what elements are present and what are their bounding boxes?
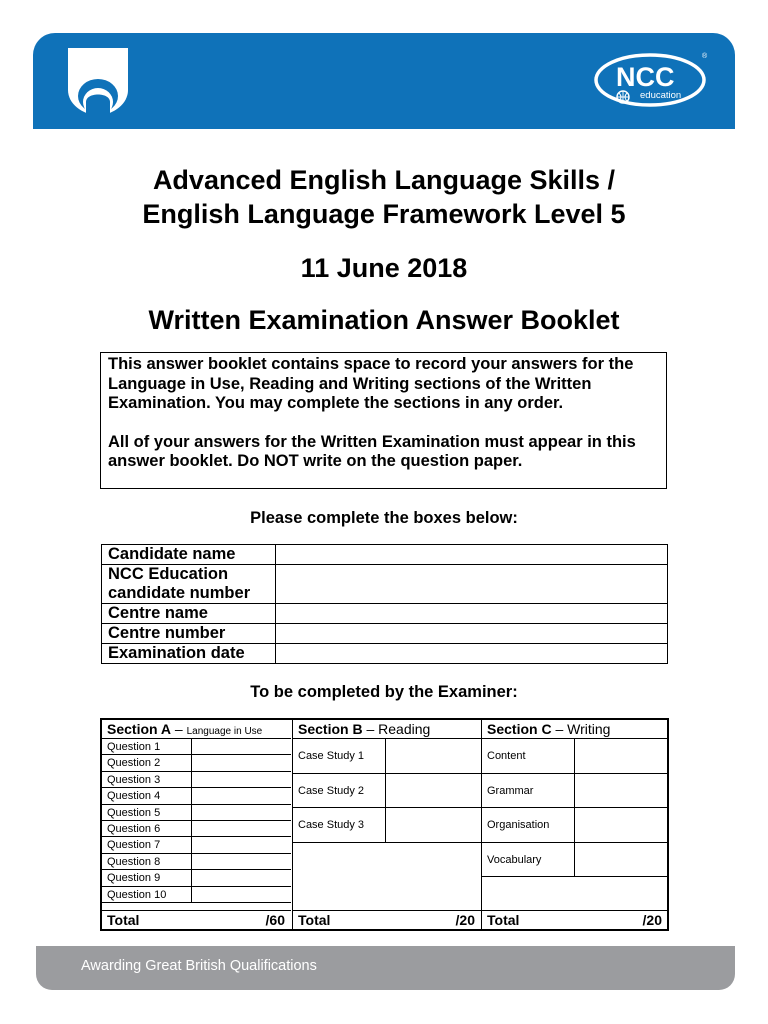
question-label: Question 10 bbox=[107, 888, 167, 901]
mark-box[interactable] bbox=[574, 808, 575, 843]
footer-tagline: Awarding Great British Qualifications bbox=[81, 958, 317, 974]
criterion-label: Vocabulary bbox=[487, 853, 542, 866]
question-row bbox=[102, 788, 291, 804]
mark-box[interactable] bbox=[385, 739, 386, 774]
question-row bbox=[102, 772, 291, 788]
section-b-column bbox=[292, 720, 481, 929]
question-row bbox=[102, 805, 291, 821]
question-row bbox=[102, 739, 291, 755]
criterion-row bbox=[482, 739, 668, 774]
mark-box[interactable] bbox=[574, 739, 575, 774]
section-a-name: Section A bbox=[107, 721, 172, 737]
table-row bbox=[102, 624, 668, 644]
intro-box bbox=[100, 352, 667, 489]
case-study-row bbox=[293, 739, 481, 774]
question-row bbox=[102, 870, 291, 886]
centre-name-field[interactable] bbox=[276, 604, 668, 624]
mark-box[interactable] bbox=[191, 821, 192, 837]
section-c-total-label: Total bbox=[487, 912, 520, 928]
table-row bbox=[102, 545, 668, 565]
mark-box[interactable] bbox=[191, 837, 192, 853]
question-row bbox=[102, 854, 291, 870]
mark-box[interactable] bbox=[191, 739, 192, 755]
section-c-dash: – bbox=[551, 721, 568, 737]
table-row bbox=[102, 644, 668, 664]
question-label: Question 5 bbox=[107, 806, 161, 819]
question-label: Question 3 bbox=[107, 773, 161, 786]
centre-number-label: Centre number bbox=[102, 624, 276, 644]
centre-number-field[interactable] bbox=[276, 624, 668, 644]
section-a-total-row bbox=[102, 910, 291, 929]
section-c-name: Section C bbox=[487, 721, 552, 737]
booklet-title: Written Examination Answer Booklet bbox=[148, 305, 620, 335]
section-a-total-label: Total bbox=[107, 912, 140, 928]
examiner-prompt: To be completed by the Examiner: bbox=[250, 683, 518, 701]
section-a-total-value: /60 bbox=[265, 912, 285, 928]
mark-box[interactable] bbox=[191, 755, 192, 771]
case-study-row bbox=[293, 774, 481, 809]
ncc-brand-sub-text: education bbox=[640, 90, 682, 101]
table-row bbox=[102, 565, 668, 604]
intro-paragraph-2: All of your answers for the Written Examination must appear in this answer booklet. Do NOT write on the question paper. bbox=[108, 432, 636, 470]
examiner-marks-table bbox=[100, 718, 669, 931]
exam-date-title: 11 June 2018 bbox=[300, 253, 468, 283]
footer-band bbox=[36, 946, 735, 990]
title-line-1: Advanced English Language Skills / bbox=[152, 165, 616, 195]
question-label: Question 4 bbox=[107, 790, 161, 803]
section-b-header bbox=[293, 720, 481, 739]
mark-box[interactable] bbox=[191, 887, 192, 903]
question-label: Question 2 bbox=[107, 757, 161, 770]
criterion-label: Content bbox=[487, 750, 526, 762]
question-row bbox=[102, 821, 291, 837]
mark-box[interactable] bbox=[574, 843, 575, 878]
case-study-row bbox=[293, 808, 481, 843]
question-label: Question 8 bbox=[107, 855, 161, 868]
criterion-label: Organisation bbox=[487, 819, 550, 832]
section-b-dash: – bbox=[362, 721, 379, 737]
candidate-name-label: Candidate name bbox=[102, 545, 276, 565]
mark-box[interactable] bbox=[191, 854, 192, 870]
criterion-label: Grammar bbox=[487, 784, 534, 797]
case-study-label: Case Study 3 bbox=[298, 819, 365, 832]
candidate-number-field[interactable] bbox=[276, 565, 668, 604]
question-label: Question 6 bbox=[107, 822, 161, 835]
question-row bbox=[102, 887, 291, 903]
ncc-education-logo-icon bbox=[592, 48, 712, 110]
title-line-2: English Language Framework Level 5 bbox=[142, 199, 626, 229]
section-b-name: Section B bbox=[298, 721, 363, 737]
case-study-label: Case Study 2 bbox=[298, 784, 365, 797]
intro-paragraph-1: This answer booklet contains space to record your answers for the Language in Use, Reading and Writing sections of the Written Examination. You may complete the sections in any order. bbox=[108, 355, 634, 412]
registered-mark: ® bbox=[702, 53, 708, 60]
case-study-label: Case Study 1 bbox=[298, 750, 365, 762]
mark-box[interactable] bbox=[385, 774, 386, 809]
mark-box[interactable] bbox=[191, 805, 192, 821]
mark-box[interactable] bbox=[191, 870, 192, 886]
question-row bbox=[102, 755, 291, 771]
criterion-row bbox=[482, 808, 668, 843]
examination-date-label: Examination date bbox=[102, 644, 276, 664]
mark-box[interactable] bbox=[385, 808, 386, 843]
section-c-subtitle: Writing bbox=[567, 721, 611, 737]
section-a-header bbox=[102, 720, 291, 739]
section-b-total-value: /20 bbox=[455, 912, 475, 928]
shield-logo-icon bbox=[66, 46, 130, 118]
centre-name-label: Centre name bbox=[102, 604, 276, 624]
section-c-header bbox=[482, 720, 668, 739]
table-row bbox=[102, 604, 668, 624]
question-label: Question 7 bbox=[107, 839, 161, 852]
section-a-dash: – bbox=[171, 721, 187, 737]
mark-box[interactable] bbox=[191, 772, 192, 788]
section-a-column bbox=[102, 720, 291, 929]
examination-date-field[interactable] bbox=[276, 644, 668, 664]
section-b-total-row bbox=[293, 910, 481, 929]
section-c-column bbox=[481, 720, 668, 929]
section-b-subtitle: Reading bbox=[378, 721, 431, 737]
section-a-subtitle: Language in Use bbox=[186, 726, 263, 737]
question-label: Question 1 bbox=[107, 741, 161, 753]
section-c-total-value: /20 bbox=[642, 912, 662, 928]
mark-box[interactable] bbox=[191, 788, 192, 804]
candidate-number-label: NCC Education candidate number bbox=[102, 565, 276, 604]
mark-box[interactable] bbox=[574, 774, 575, 809]
criterion-row bbox=[482, 843, 668, 878]
section-c-total-row bbox=[482, 910, 668, 929]
question-label: Question 9 bbox=[107, 872, 161, 885]
section-b-total-label: Total bbox=[298, 912, 331, 928]
criterion-row bbox=[482, 774, 668, 809]
question-row bbox=[102, 837, 291, 853]
candidate-details-table bbox=[101, 544, 668, 664]
candidate-prompt: Please complete the boxes below: bbox=[250, 509, 518, 527]
ncc-brand-text: NCC bbox=[616, 62, 675, 92]
candidate-name-field[interactable] bbox=[276, 545, 668, 565]
